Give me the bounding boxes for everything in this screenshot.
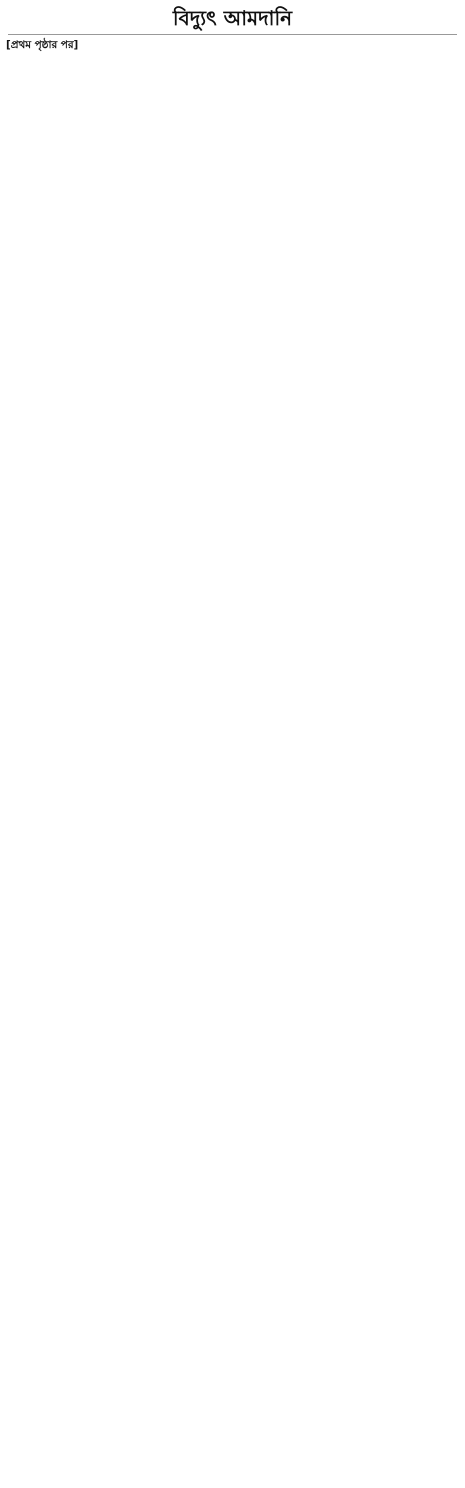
article-body: [6, 38, 459, 53]
jump-tag: [প্রথম পৃষ্ঠার পর]: [6, 39, 79, 51]
headline-rule: [8, 34, 457, 35]
headline: বিদ্যুৎ আমদানি: [172, 6, 293, 30]
